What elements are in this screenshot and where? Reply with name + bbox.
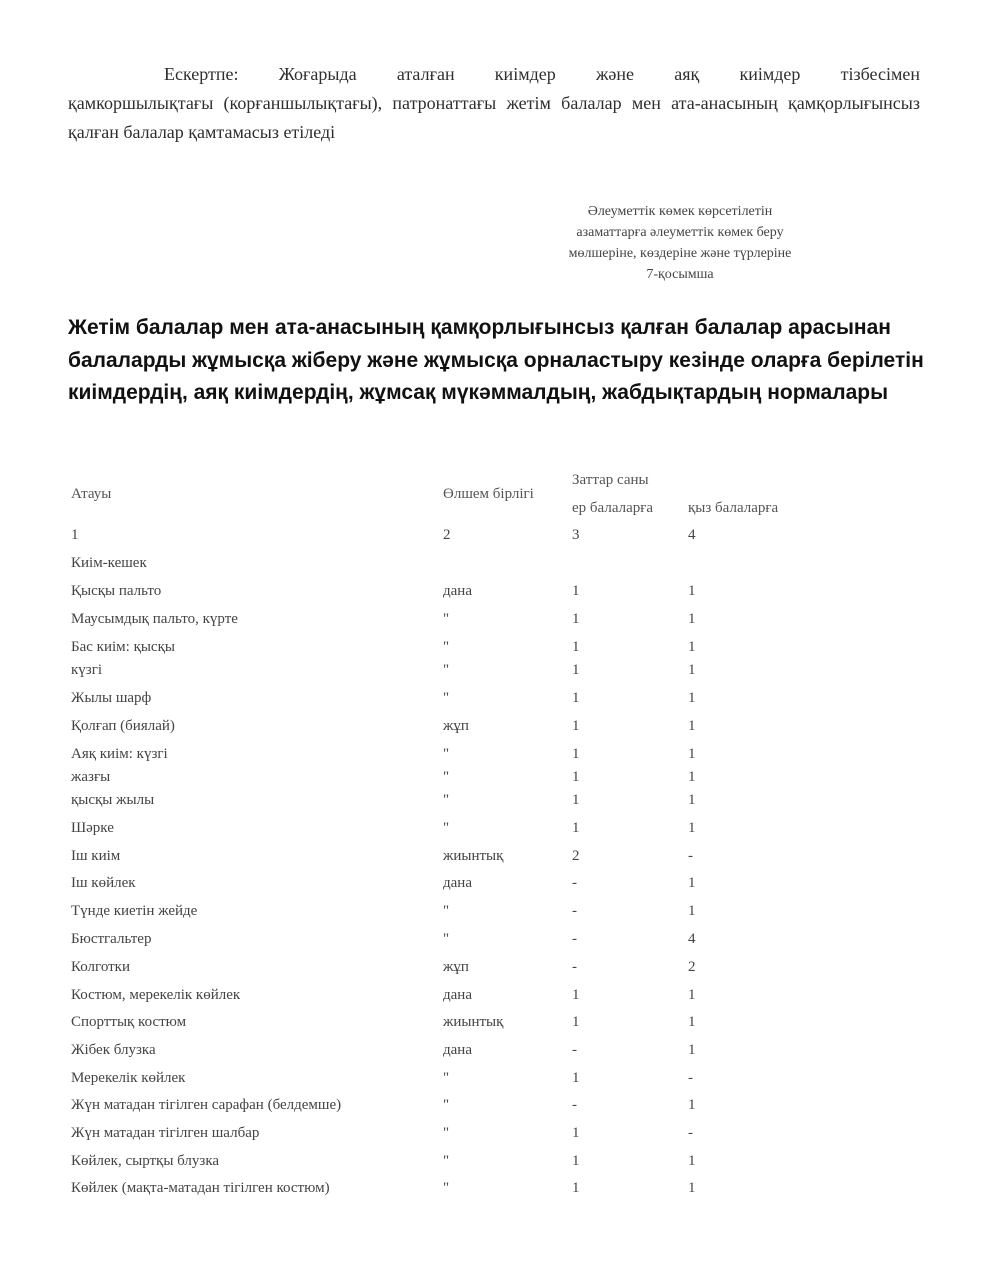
item-unit: дана (443, 1042, 472, 1058)
item-girls-count: 1 (688, 1042, 696, 1058)
item-unit: " (443, 1125, 450, 1141)
header-girls: қыз балаларға (688, 500, 779, 516)
item-boys-count: - (572, 1097, 577, 1113)
item-unit: " (443, 662, 450, 678)
item-boys-count: 2 (572, 848, 580, 864)
item-boys-count: 1 (572, 639, 580, 655)
item-unit: жиынтық (443, 848, 504, 864)
table-row (0, 820, 989, 842)
annex-reference (530, 201, 830, 285)
item-girls-count: 1 (688, 875, 696, 891)
header-boys: ер балаларға (572, 500, 654, 516)
item-girls-count: 1 (688, 662, 696, 678)
table-row (0, 792, 989, 814)
table-row (0, 1125, 989, 1147)
item-girls-count: - (688, 848, 693, 864)
item-girls-count: 1 (688, 718, 696, 734)
item-girls-count: 1 (688, 746, 696, 762)
item-boys-count: 1 (572, 987, 580, 1003)
item-boys-count: 1 (572, 583, 580, 599)
item-girls-count: 2 (688, 959, 696, 975)
item-girls-count: 4 (688, 931, 696, 947)
item-girls-count: 1 (688, 690, 696, 706)
column-number: 3 (572, 527, 580, 543)
item-name: жазғы (71, 769, 111, 785)
item-girls-count: 1 (688, 1014, 696, 1030)
item-name: Жібек блузка (71, 1042, 156, 1058)
header-name: Атауы (71, 486, 112, 502)
annex-line: мөлшеріне, көздеріне және түрлеріне (568, 246, 792, 261)
item-name: Маусымдық пальто, күрте (71, 611, 238, 627)
table-row (0, 1070, 989, 1092)
item-girls-count: 1 (688, 903, 696, 919)
item-boys-count: - (572, 931, 577, 947)
item-unit: жиынтық (443, 1014, 504, 1030)
table-row (0, 583, 989, 605)
item-girls-count: 1 (688, 611, 696, 627)
item-boys-count: 1 (572, 746, 580, 762)
item-boys-count: 1 (572, 1153, 580, 1169)
column-number-row (0, 527, 989, 549)
item-girls-count: 1 (688, 1097, 696, 1113)
item-name: Колготки (71, 959, 130, 975)
item-girls-count: 1 (688, 820, 696, 836)
item-unit: дана (443, 583, 472, 599)
item-name: Қысқы пальто (71, 583, 162, 599)
item-name: Көйлек, сыртқы блузка (71, 1153, 220, 1169)
item-girls-count: 1 (688, 792, 696, 808)
item-boys-count: 1 (572, 690, 580, 706)
item-name: Костюм, мерекелік көйлек (71, 987, 241, 1003)
header-unit: Өлшем бірлігі (443, 486, 534, 502)
item-girls-count: 1 (688, 769, 696, 785)
table-row (0, 746, 989, 768)
item-name: Түнде киетін жейде (71, 903, 198, 919)
item-unit: " (443, 903, 450, 919)
header-quantity: Заттар саны (572, 472, 649, 488)
table-row (0, 1097, 989, 1119)
item-boys-count: - (572, 903, 577, 919)
item-girls-count: - (688, 1070, 693, 1086)
table-row (0, 1180, 989, 1202)
item-name: Аяқ киім: күзгі (71, 746, 168, 762)
item-boys-count: 1 (572, 662, 580, 678)
item-name: Спорттық костюм (71, 1014, 187, 1030)
item-unit: " (443, 611, 450, 627)
item-name: Бас киім: қысқы (71, 639, 175, 655)
table-row (0, 959, 989, 981)
item-boys-count: 1 (572, 1125, 580, 1141)
note-paragraph (68, 60, 920, 147)
section-heading: Киім-кешек (71, 555, 147, 571)
item-boys-count: 1 (572, 1180, 580, 1196)
item-unit: " (443, 820, 450, 836)
table-row (0, 875, 989, 897)
column-number: 4 (688, 527, 696, 543)
table-row (0, 611, 989, 633)
item-name: күзгі (71, 662, 103, 678)
table-row (0, 690, 989, 712)
item-unit: жұп (443, 959, 469, 975)
item-girls-count: - (688, 1125, 693, 1141)
section-heading-row (0, 555, 989, 577)
item-boys-count: 1 (572, 611, 580, 627)
item-unit: " (443, 1180, 450, 1196)
item-unit: " (443, 746, 450, 762)
table-row (0, 639, 989, 661)
item-name: Жылы шарф (71, 690, 152, 706)
item-name: Бюстгальтер (71, 931, 152, 947)
column-number: 2 (443, 527, 451, 543)
table-row (0, 769, 989, 791)
item-unit: " (443, 792, 450, 808)
table-row (0, 848, 989, 870)
item-boys-count: 1 (572, 792, 580, 808)
annex-line: азаматтарға әлеуметтік көмек беру (576, 225, 784, 240)
table-row (0, 662, 989, 684)
item-girls-count: 1 (688, 639, 696, 655)
item-name: Қолғап (биялай) (71, 718, 175, 734)
item-boys-count: 1 (572, 1070, 580, 1086)
table-row (0, 987, 989, 1009)
annex-number: 7-қосымша (646, 267, 714, 282)
item-unit: дана (443, 987, 472, 1003)
item-unit: " (443, 690, 450, 706)
item-unit: " (443, 769, 450, 785)
item-unit: " (443, 1097, 450, 1113)
item-boys-count: 1 (572, 1014, 580, 1030)
note-rest: қамкоршылықтағы (корғаншылықтағы), патронаттағы жетім балалар мен ата-анасының қамқорлығынсыз қалған балалар қамтамасыз етіледі (68, 93, 920, 142)
item-unit: жұп (443, 718, 469, 734)
item-girls-count: 1 (688, 1180, 696, 1196)
table-row (0, 1153, 989, 1175)
item-boys-count: 1 (572, 718, 580, 734)
item-unit: " (443, 1070, 450, 1086)
note-first-line: Ескертпе: Жоғарыда аталған киімдер және аяқ киімдер тізбесімен (164, 64, 920, 84)
table-row (0, 1042, 989, 1064)
item-name: Жүн матадан тігілген шалбар (71, 1125, 260, 1141)
item-boys-count: - (572, 1042, 577, 1058)
item-name: Іш көйлек (71, 875, 136, 891)
table-row (0, 931, 989, 953)
table-row (0, 1014, 989, 1036)
item-boys-count: 1 (572, 820, 580, 836)
table-row (0, 718, 989, 740)
item-girls-count: 1 (688, 1153, 696, 1169)
item-boys-count: - (572, 875, 577, 891)
item-name: Іш киім (71, 848, 121, 864)
item-girls-count: 1 (688, 987, 696, 1003)
item-unit: дана (443, 875, 472, 891)
document-title: Жетім балалар мен ата-анасының қамқорлығынсыз қалған балалар арасынан балаларды жұмысқа жіберу және жұмысқа орналастыру кезінде оларға берілетін киімдердің, аяқ киімдердің, жұмсақ мүкәммалдың, жабдықтардың нормалары (68, 316, 924, 404)
item-name: Мерекелік көйлек (71, 1070, 186, 1086)
table-row (0, 903, 989, 925)
item-name: Көйлек (мақта-матадан тігілген костюм) (71, 1180, 330, 1196)
item-name: қысқы жылы (71, 792, 155, 808)
item-girls-count: 1 (688, 583, 696, 599)
item-boys-count: 1 (572, 769, 580, 785)
item-unit: " (443, 931, 450, 947)
column-number: 1 (71, 527, 79, 543)
item-unit: " (443, 639, 450, 655)
item-boys-count: - (572, 959, 577, 975)
item-unit: " (443, 1153, 450, 1169)
annex-line: Әлеуметтік көмек көрсетілетін (587, 204, 773, 219)
item-name: Шәрке (71, 820, 114, 836)
item-name: Жүн матадан тігілген сарафан (белдемше) (71, 1097, 342, 1113)
